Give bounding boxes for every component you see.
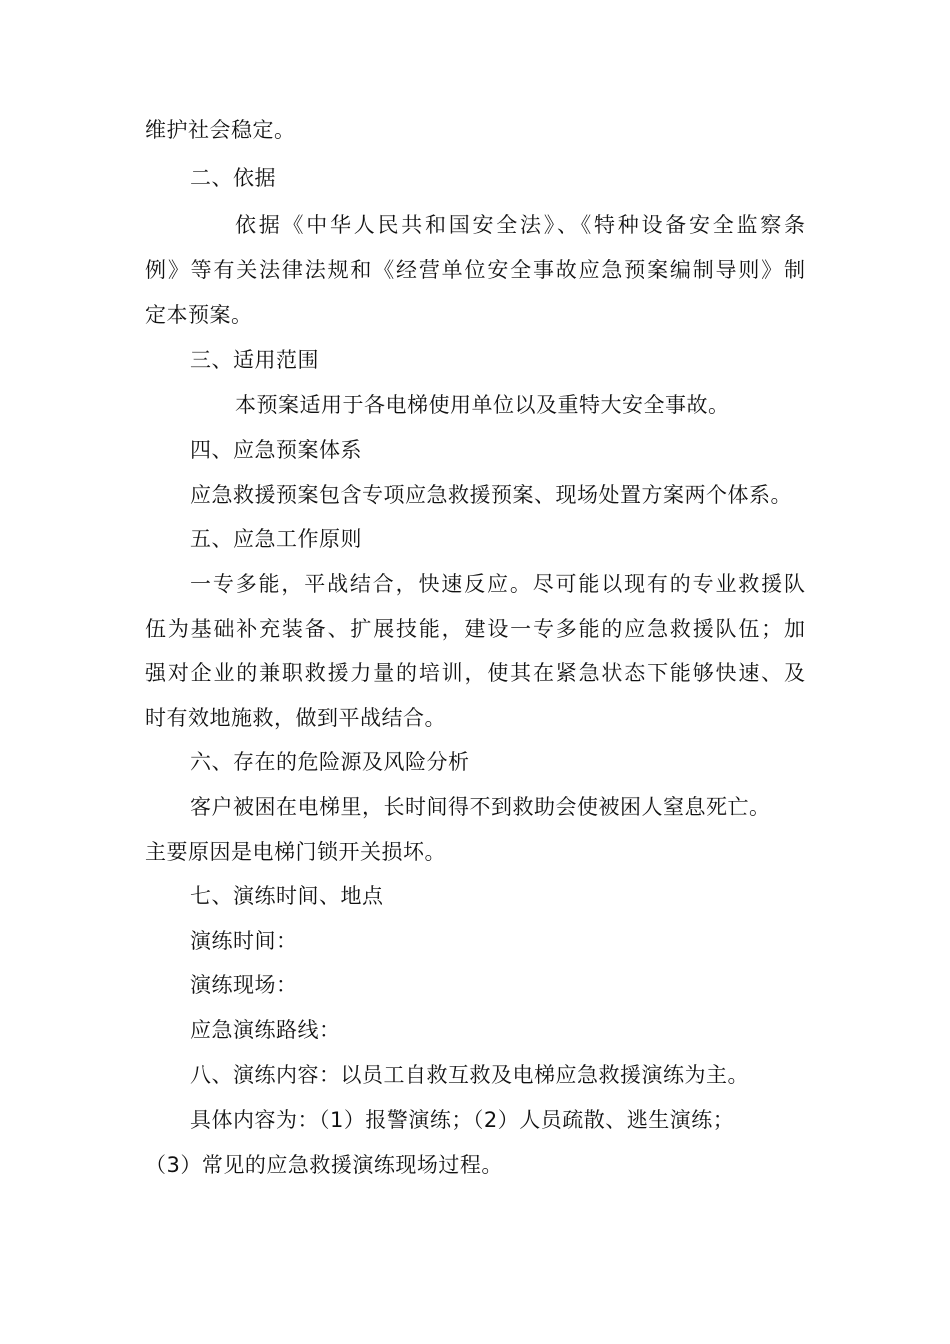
paragraph-text: 例》等有关法律法规和《经营单位安全事故应急预案编制导则》制 (145, 258, 805, 282)
paragraph-text: （3）常见的应急救援演练现场过程。 (145, 1153, 503, 1177)
paragraph-text: 应急救援预案包含专项应急救援预案、现场处置方案两个体系。 (190, 483, 792, 507)
paragraph-text: 一专多能，平战结合，快速反应。尽可能以现有的专业救援队 (190, 572, 805, 596)
paragraph-text: 维护社会稳定。 (145, 118, 296, 142)
section-heading-scope: 三、适用范围 (190, 348, 319, 372)
paragraph-text: 强对企业的兼职救援力量的培训，使其在紧急状态下能够快速、及 (145, 661, 805, 685)
paragraph-text: 主要原因是电梯门锁开关损坏。 (145, 840, 446, 864)
drill-route-label: 应急演练路线： (190, 1018, 341, 1042)
paragraph-text: 时有效地施救，做到平战结合。 (145, 706, 446, 730)
section-heading-plan-system: 四、应急预案体系 (190, 438, 362, 462)
section-heading-basis: 二、依据 (190, 166, 276, 190)
paragraph-text: 客户被困在电梯里，长时间得不到救助会使被困人窒息死亡。 (190, 795, 771, 819)
paragraph-text: 本预案适用于各电梯使用单位以及重特大安全事故。 (235, 393, 730, 417)
section-heading-time-place: 七、演练时间、地点 (190, 884, 384, 908)
paragraph-text: 依据《中华人民共和国安全法》、《特种设备安全监察条 (235, 213, 805, 237)
drill-site-label: 演练现场： (190, 973, 298, 997)
section-heading-content: 八、演练内容：以员工自救互救及电梯应急救援演练为主。 (190, 1063, 749, 1087)
paragraph-text: 伍为基础补充装备、扩展技能，建设一专多能的应急救援队伍；加 (145, 617, 805, 641)
section-heading-hazards: 六、存在的危险源及风险分析 (190, 750, 470, 774)
drill-time-label: 演练时间： (190, 929, 298, 953)
paragraph-text: 具体内容为：（1）报警演练；（2）人员疏散、逃生演练； (190, 1108, 735, 1132)
section-heading-principles: 五、应急工作原则 (190, 527, 362, 551)
paragraph-text: 定本预案。 (145, 303, 253, 327)
